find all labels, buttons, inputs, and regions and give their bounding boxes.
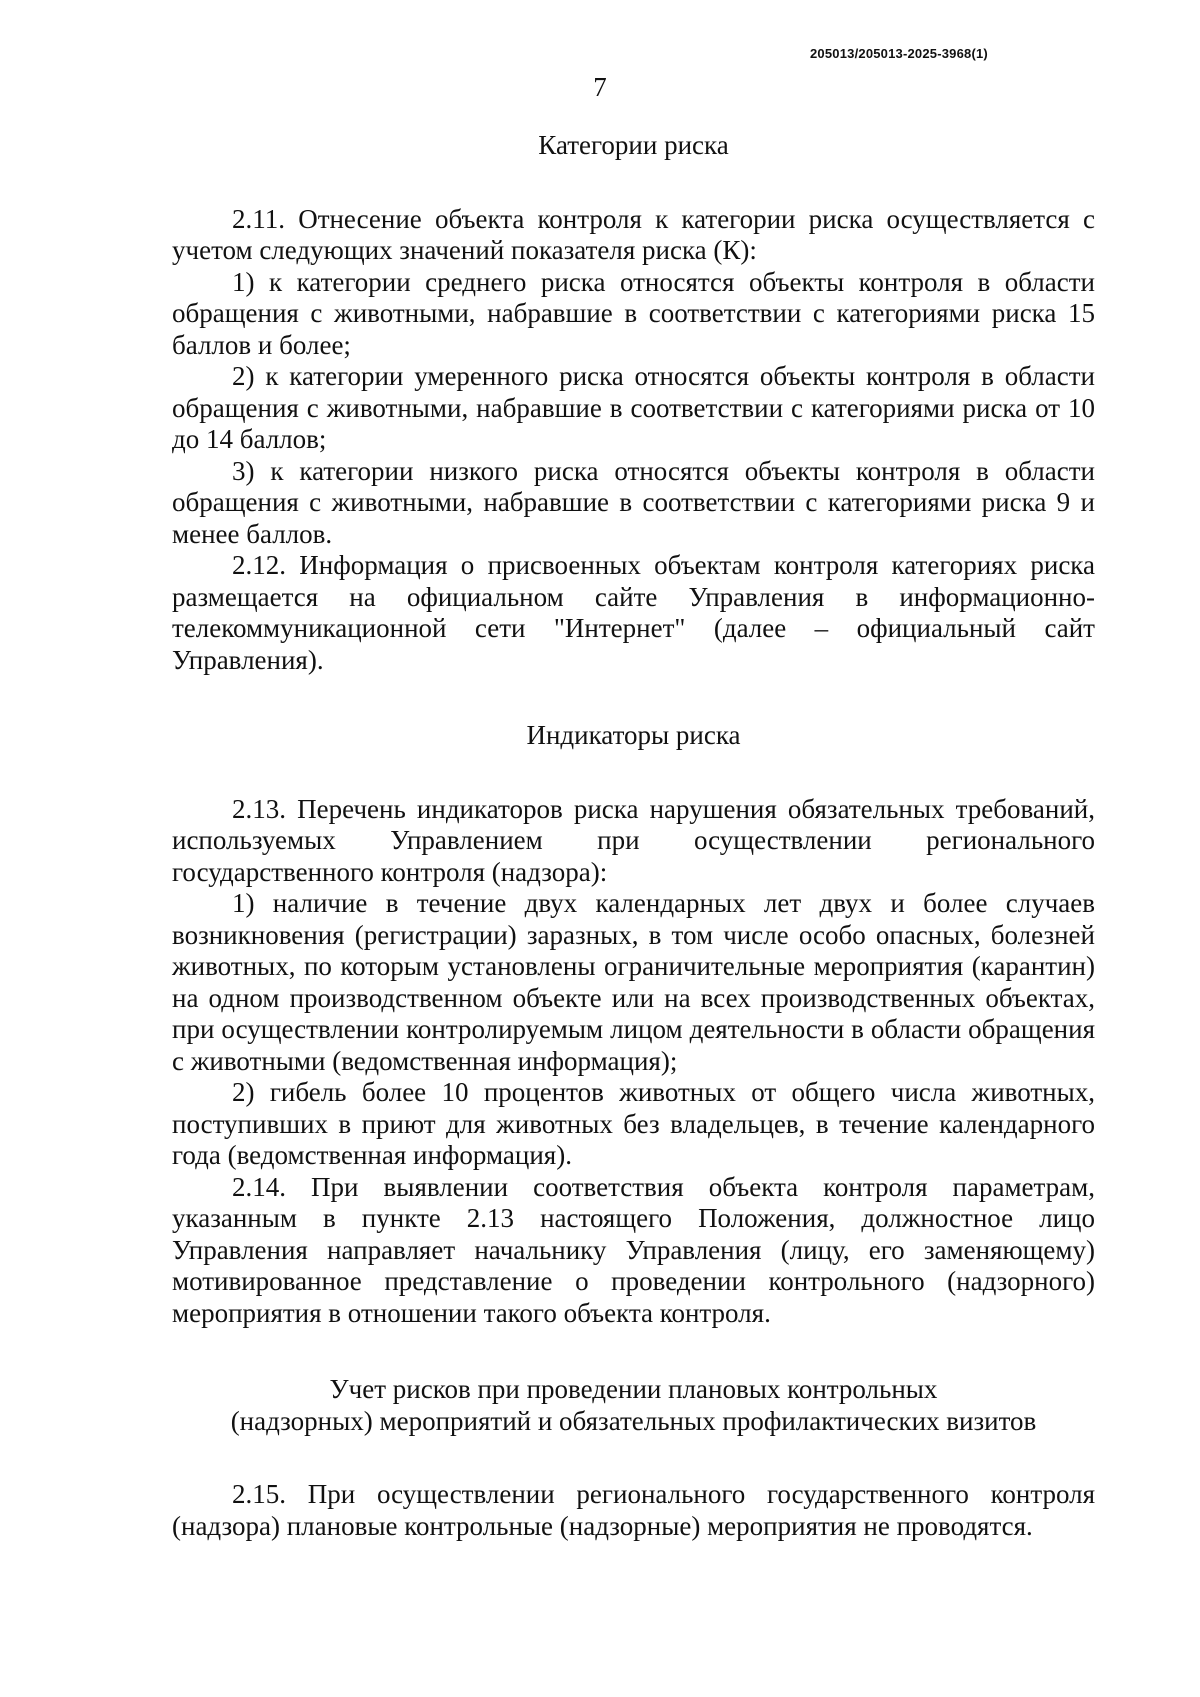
section-title-line-2: (надзорных) мероприятий и обязательных профилактических визитов xyxy=(230,1405,1037,1436)
list-item-moderate-risk: 2) к категории умеренного риска относятся объекты контроля в области обращения с животными, набравшие в соответствии с категориями риска от 10 до 14 баллов; xyxy=(172,361,1095,454)
paragraph-2-13: 2.13. Перечень индикаторов риска нарушения обязательных требований, используемых Управлением при осуществлении регионального государственного контроля (надзора): xyxy=(172,793,1095,887)
section-title-line-1: Учет рисков при проведении плановых контрольных xyxy=(329,1374,938,1404)
paragraph-2-11: 2.11. Отнесение объекта контроля к категории риска осуществляется с учетом следующих значений показателя риска (К): xyxy=(172,203,1095,265)
section-title-planned-measures xyxy=(172,1374,1095,1437)
page-number: 7 xyxy=(593,72,607,102)
list-item-medium-risk: 1) к категории среднего риска относятся объекты контроля в области обращения с животными, набравшие в соответствии с категориями риска 15 баллов и более; xyxy=(172,266,1095,360)
paragraph-2-15: 2.15. При осуществлении регионального государственного контроля (надзора) плановые контрольные (надзорные) мероприятия не проводятся. xyxy=(172,1479,1095,1541)
indicator-item-2: 2) гибель более 10 процентов животных от общего числа животных, поступивших в приют для животных без владельцев, в течение календарного года (ведомственная информация). xyxy=(172,1077,1095,1170)
document-body xyxy=(172,130,1095,1542)
indicator-item-1: 1) наличие в течение двух календарных лет двух и более случаев возникновения (регистрации) заразных, в том числе особо опасных, болезней животных, по которым установлены ограничительные мероприятия (карантин) на одном производственном объекте или на всех производственных объектах, при осуществлении контролируемым лицом деятельности в области обращения с животными (ведомственная информация); xyxy=(172,888,1095,1076)
paragraph-2-14: 2.14. При выявлении соответствия объекта контроля параметрам, указанным в пункте 2.13 настоящего Положения, должностное лицо Управления направляет начальнику Управления (лицу, его заменяющему) мотивированное представление о проведении контрольного (надзорного) мероприятия в отношении такого объекта контроля. xyxy=(172,1171,1095,1328)
paragraph-2-12: 2.12. Информация о присвоенных объектам контроля категориях риска размещается на официальном сайте Управления в информационно-телекоммуникационной сети "Интернет" (далее – официальный сайт Управления). xyxy=(172,550,1095,675)
list-item-low-risk: 3) к категории низкого риска относятся объекты контроля в области обращения с животными, набравшие в соответствии с категориями риска 9 и менее баллов. xyxy=(172,455,1095,549)
section-title-risk-categories: Категории риска xyxy=(538,130,729,160)
document-id: 205013/205013-2025-3968(1) xyxy=(810,46,988,61)
section-title-risk-indicators: Индикаторы риска xyxy=(526,720,741,750)
